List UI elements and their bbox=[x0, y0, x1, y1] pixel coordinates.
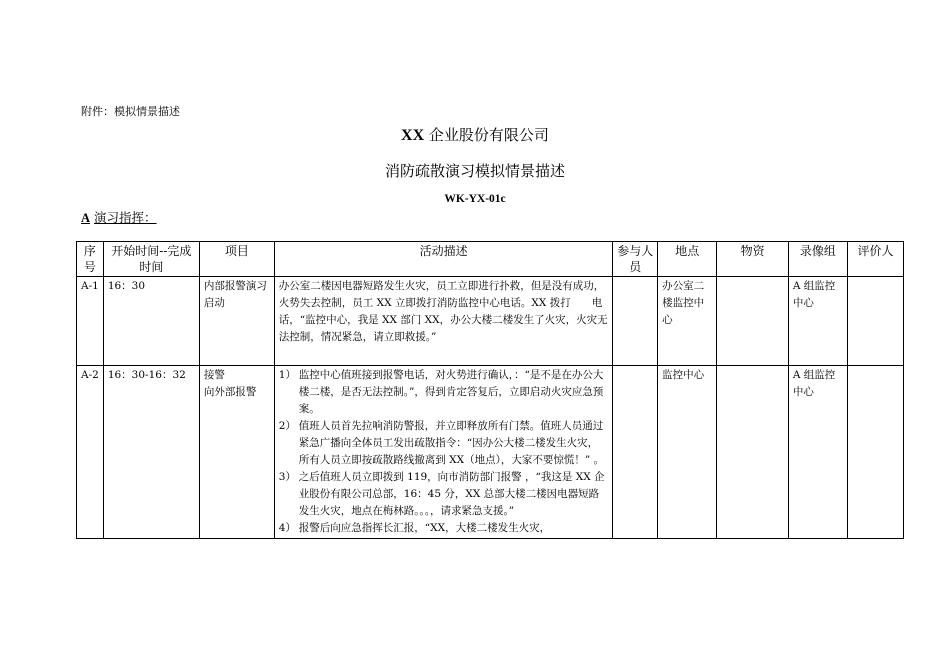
cell-time: 16：30-16：32 bbox=[103, 366, 199, 539]
step-text: 报警后向应急指挥长汇报，“XX，大楼二楼发生火灾， bbox=[298, 522, 551, 534]
cell-time: 16：30 bbox=[103, 277, 199, 366]
cell-item-line: 接警 bbox=[203, 369, 225, 381]
header-time: 开始时间--完成时间 bbox=[103, 242, 199, 277]
cell-materials bbox=[717, 366, 789, 539]
list-item bbox=[279, 367, 609, 418]
list-item bbox=[279, 418, 609, 469]
cell-participants bbox=[613, 366, 658, 539]
cell-item-line: 向外部报警 bbox=[203, 386, 257, 398]
company-title bbox=[0, 124, 950, 145]
cell-item bbox=[199, 366, 274, 539]
cell-item: 内部报警演习启动 bbox=[199, 277, 274, 366]
company-title-prefix: XX bbox=[401, 127, 425, 144]
table-header-row bbox=[77, 242, 904, 277]
list-item bbox=[279, 469, 609, 520]
cell-desc bbox=[274, 366, 613, 539]
attachment-label: 附件：模拟情景描述 bbox=[81, 105, 180, 118]
cell-video: A 组监控中心 bbox=[788, 366, 847, 539]
step-text: 之后值班人员立即拨到 119，向市消防部门报警 ，“我这是 XX 企业股份有限公司总部，16：45 分，XX 总部大楼二楼因电器短路发生火灾，地点在梅林路。。。，请求紧急支援。” bbox=[298, 471, 605, 517]
drill-table bbox=[76, 241, 904, 539]
cell-seq: A-1 bbox=[77, 277, 104, 366]
header-item: 项目 bbox=[199, 242, 274, 277]
cell-seq: A-2 bbox=[77, 366, 104, 539]
cell-video: A 组监控中心 bbox=[788, 277, 847, 366]
cell-participants bbox=[613, 277, 658, 366]
company-title-name: 企业股份有限公司 bbox=[424, 126, 549, 144]
header-video: 录像组 bbox=[788, 242, 847, 277]
section-letter: A bbox=[81, 211, 91, 225]
header-seq: 序号 bbox=[77, 242, 104, 277]
step-number: 2） bbox=[278, 420, 296, 432]
header-desc: 活动描述 bbox=[274, 242, 613, 277]
list-item bbox=[279, 520, 609, 537]
step-text: 值班人员首先拉响消防警报，并立即释放所有门禁。值班人员通过紧急广播向全体员工发出疏散指令：“因办公大楼二楼发生火灾，所有人员立即按疏散路线撤离到 XX（地点），大家不要惊慌！” 。 bbox=[298, 420, 605, 466]
cell-location: 办公室二楼监控中心 bbox=[658, 277, 717, 366]
cell-evaluator bbox=[848, 277, 904, 366]
header-evaluator: 评价人 bbox=[848, 242, 904, 277]
document-subtitle: 消防疏散演习模拟情景描述 bbox=[384, 162, 565, 180]
section-label: 演习指挥： bbox=[94, 210, 157, 225]
step-text: 监控中心值班接到报警电话，对火势进行确认，：“是不是在办公大楼二楼，是否无法控制。”，得到肯定答复后，立即启动火灾应急预案。 bbox=[298, 369, 604, 415]
step-number: 3） bbox=[278, 471, 296, 483]
header-materials: 物资 bbox=[717, 242, 789, 277]
section-heading bbox=[81, 208, 157, 226]
cell-materials bbox=[717, 277, 789, 366]
table-row bbox=[77, 277, 904, 366]
step-number: 1） bbox=[278, 369, 296, 381]
cell-location: 监控中心 bbox=[658, 366, 717, 539]
cell-desc: 办公室二楼因电器短路发生火灾，员工立即进行扑救，但是没有成功，火势失去控制，员工 XX 立即拨打消防监控中心电话。XX 拨打 电话，“监控中心，我是 XX 部门 XX，办公大楼二楼发生了火灾，火灾无法控制，情况紧急，请立即救援。” bbox=[274, 277, 613, 366]
table-row bbox=[77, 366, 904, 539]
header-location: 地点 bbox=[658, 242, 717, 277]
header-participants: 参与人员 bbox=[613, 242, 658, 277]
step-number: 4） bbox=[278, 522, 296, 534]
cell-evaluator bbox=[848, 366, 904, 539]
document-code: WK-YX-01c bbox=[444, 193, 506, 205]
